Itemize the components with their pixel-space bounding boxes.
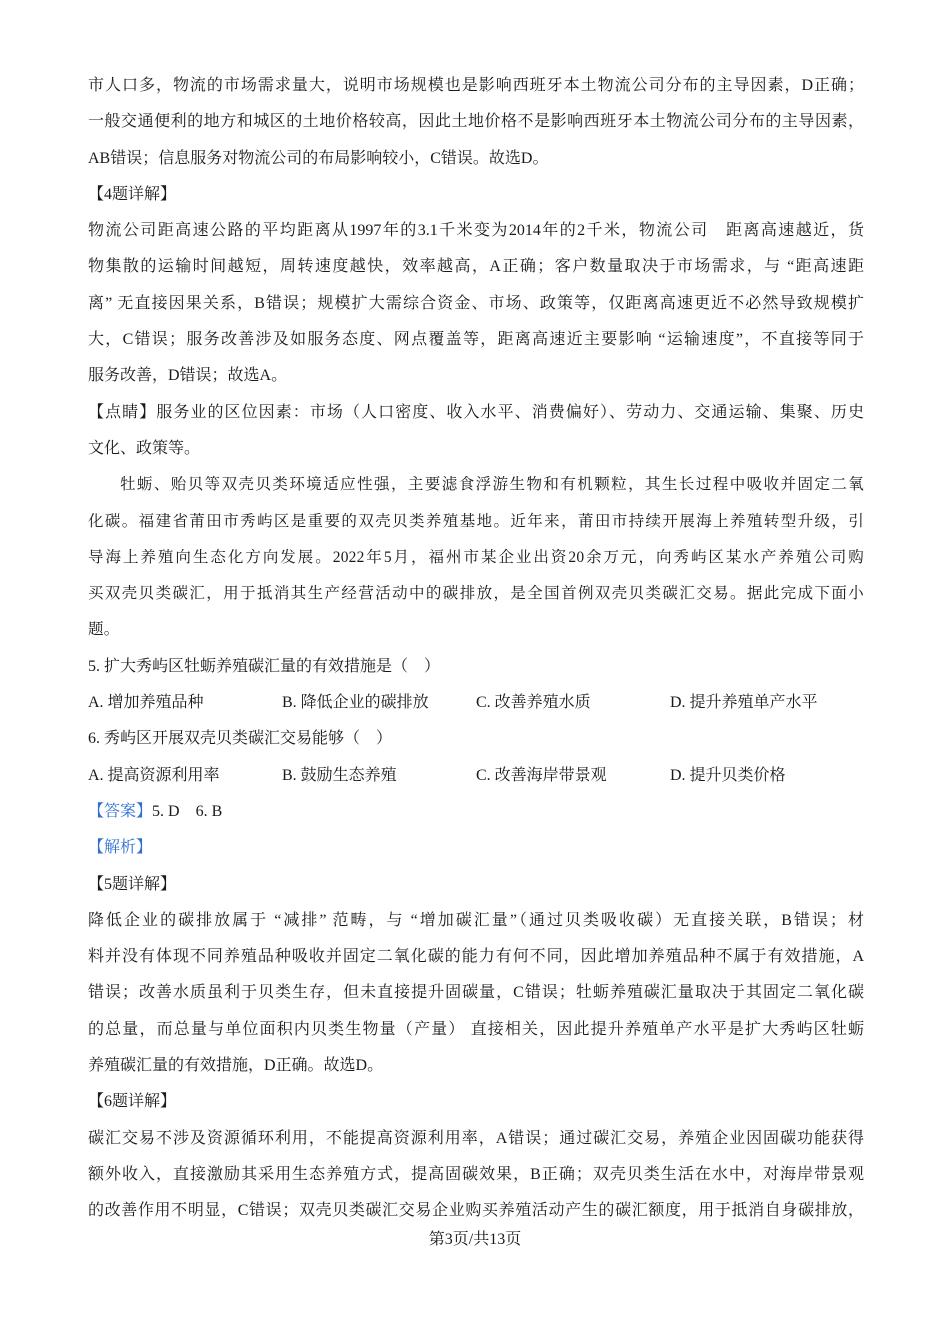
text-line: 物流公司距高速公路的平均距离从1997年的3.1千米变为2014年的2千米，物流公司 距离高速越近，货 [88, 222, 864, 240]
answer-value: 5. D 6. B [152, 802, 223, 820]
tip-line: 文化、政策等。 [88, 439, 201, 457]
answer-label: 【答案】 [88, 802, 153, 820]
q5-heading: 【5题详解】 [88, 875, 177, 893]
tip-line: 【点睛】服务业的区位因素：市场（人口密度、收入水平、消费偏好）、劳动力、交通运输、集聚、历史 [88, 403, 864, 421]
option-a: A. 提高资源利用率 [88, 766, 220, 784]
text-line: AB错误；信息服务对物流公司的布局影响较小，C错误。故选D。 [88, 149, 549, 167]
option-c: C. 改善海岸带景观 [476, 766, 607, 784]
option-b: B. 降低企业的碳排放 [282, 694, 429, 712]
text-line: 额外收入，直接激励其采用生态养殖方式，提高固碳效果，B正确；双壳贝类生活在水中，对海岸带景观 [88, 1165, 864, 1183]
page-footer: 第3页/共13页 [428, 1231, 522, 1248]
text-line: 离” 无直接因果关系，B错误；规模扩大需综合资金、市场、政策等，仅距离高速更近不必然导致规模扩 [88, 294, 864, 312]
passage-line: 牡蛎、贻贝等双壳贝类环境适应性强，主要滤食浮游生物和有机颗粒，其生长过程中吸收并固定二氧 [120, 476, 864, 494]
text-line: 大，C错误；服务改善涉及如服务态度、网点覆盖等，距离高速近主要影响 “运输速度”，不直接等同于 [88, 331, 864, 349]
analysis-label: 【解析】 [88, 839, 153, 857]
text-line: 养殖碳汇量的有效措施，D正确。故选D。 [88, 1057, 384, 1075]
passage-line: 题。 [88, 621, 120, 639]
option-c: C. 改善养殖水质 [476, 694, 591, 712]
text-line: 降低企业的碳排放属于 “减排” 范畴，与 “增加碳汇量”（通过贝类吸收碳）无直接关联，B错误；材 [88, 911, 864, 929]
q6-heading: 【6题详解】 [88, 1093, 177, 1111]
text-line: 物集散的运输时间越短，周转速度越快，效率越高，A正确；客户数量取决于市场需求，与 “距高速距 [88, 258, 864, 276]
option-d: D. 提升贝类价格 [670, 766, 786, 784]
text-line: 的改善作用不明显，C错误；双壳贝类碳汇交易企业购买养殖活动产生的碳汇额度，用于抵消自身碳排放， [88, 1202, 864, 1220]
option-a: A. 增加养殖品种 [88, 694, 204, 712]
option-d: D. 提升养殖单产水平 [670, 694, 818, 712]
passage-line: 化碳。福建省莆田市秀屿区是重要的双壳贝类养殖基地。近年来，莆田市持续开展海上养殖转型升级，引 [88, 512, 864, 530]
question-5-stem: 5. 扩大秀屿区牡蛎养殖碳汇量的有效措施是（ ） [88, 657, 441, 675]
question-6-options [88, 758, 864, 794]
text-line: 市人口多，物流的市场需求量大，说明市场规模也是影响西班牙本土物流公司分布的主导因素，D正确； [88, 77, 864, 94]
text-line: 料并没有体现不同养殖品种吸收并固定二氧化碳的能力有何不同，因此增加养殖品种不属于有效措施，A [88, 948, 864, 966]
q4-heading: 【4题详解】 [88, 185, 177, 203]
text-line: 服务改善，D错误；故选A。 [88, 367, 288, 385]
option-b: B. 鼓励生态养殖 [282, 766, 397, 784]
question-5-options [88, 685, 864, 721]
text-line: 错误；改善水质虽利于贝类生存，但未直接提升固碳量，C错误；牡蛎养殖碳汇量取决于其固定二氧化碳 [88, 984, 864, 1002]
question-6-stem: 6. 秀屿区开展双壳贝类碳汇交易能够（ ） [88, 730, 393, 748]
passage-line: 买双壳贝类碳汇，用于抵消其生产经营活动中的碳排放，是全国首例双壳贝类碳汇交易。据此完成下面小 [88, 585, 864, 603]
answer-line [88, 794, 864, 830]
passage-line: 导海上养殖向生态化方向发展。2022年5月，福州市某企业出资20余万元，向秀屿区某水产养殖公司购 [88, 548, 864, 566]
text-line: 的总量，而总量与单位面积内贝类生物量（产量） 直接相关，因此提升养殖单产水平是扩大秀屿区牡蛎 [88, 1020, 864, 1038]
text-line: 碳汇交易不涉及资源循环利用，不能提高资源利用率，A错误；通过碳汇交易，养殖企业因固碳功能获得 [88, 1129, 864, 1147]
document-page [88, 68, 864, 1230]
text-line: 一般交通便利的地方和城区的土地价格较高，因此土地价格不是影响西班牙本土物流公司分布的主导因素， [88, 113, 864, 131]
